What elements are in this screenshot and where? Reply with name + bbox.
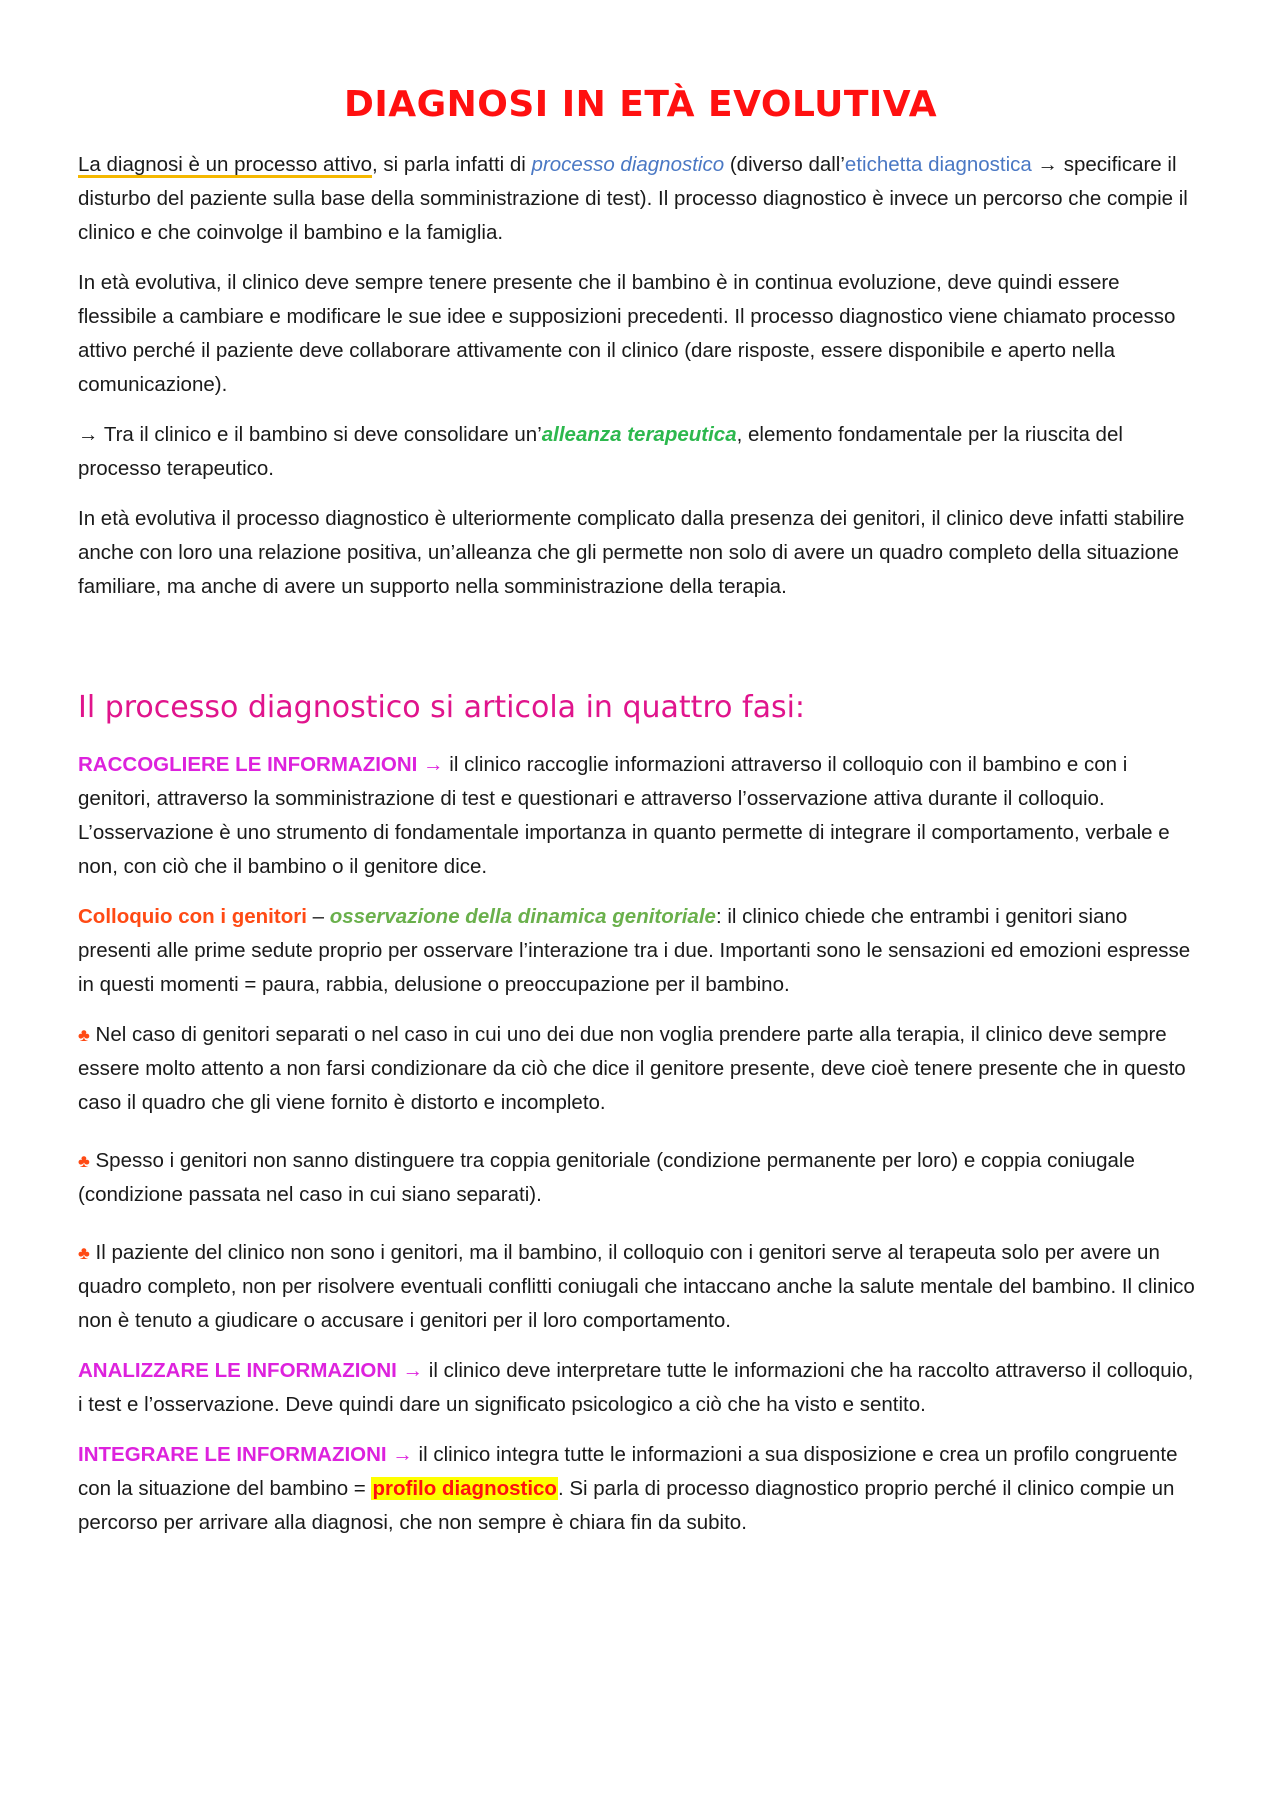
document-title: DIAGNOSI IN ETÀ EVOLUTIVA bbox=[343, 84, 938, 125]
colloquio-dash: – bbox=[306, 905, 330, 928]
term-etichetta-diagnostica: etichetta diagnostica bbox=[844, 153, 1032, 176]
phase-3-label: INTEGRARE LE INFORMAZIONI bbox=[78, 1443, 387, 1466]
underlined-phrase: La diagnosi è un processo attivo bbox=[78, 153, 373, 176]
phase-1-label: RACCOGLIERE LE INFORMAZIONI bbox=[78, 753, 418, 776]
term-alleanza-terapeutica: alleanza terapeutica bbox=[541, 423, 737, 446]
phase-1-paragraph bbox=[78, 748, 1203, 884]
highlight-profilo-diagnostico: profilo diagnostico bbox=[372, 1477, 557, 1500]
club-bullet-2 bbox=[78, 1144, 1203, 1212]
phase-2-paragraph bbox=[78, 1354, 1203, 1422]
phase-2-text: il clinico deve interpretare tutte le informazioni che ha raccolto attraverso il colloquio, i test e l’osservazione. Deve quindi dare un significato psicologico a ciò che ha visto e sentito. bbox=[78, 1359, 1194, 1416]
club-icon: ♣ bbox=[78, 1243, 90, 1263]
phase-2-label: ANALIZZARE LE INFORMAZIONI bbox=[78, 1359, 397, 1382]
bullet-3-text: Il paziente del clinico non sono i genitori, ma il bambino, il colloquio con i genitori serve al terapeuta solo per avere un quadro completo, non per risolvere eventuali conflitti coniugali che intaccano anche la salute mentale del bambino. Il clinico non è tenuto a giudicare o accusare i genitori per il loro comportamento. bbox=[78, 1241, 1195, 1332]
bullet-1-text: Nel caso di genitori separati o nel caso in cui uno dei due non voglia prendere parte alla terapia, il clinico deve sempre essere molto attento a non farsi condizionare da ciò che dice il genitore presente, deve cioè tenere presente che in questo caso il quadro che gli viene fornito è distorto e incompleto. bbox=[78, 1023, 1186, 1114]
phase-3-text-a: il clinico integra tutte le informazioni a sua disposizione e crea un profilo congruente con la situazione del bambino = bbox=[78, 1443, 1178, 1500]
term-processo-diagnostico: processo diagnostico bbox=[531, 153, 725, 176]
intro-p3-text-a: → Tra il clinico e il bambino si deve consolidare un’ bbox=[78, 423, 542, 446]
club-icon: ♣ bbox=[78, 1025, 90, 1045]
intro-p3-text-b: , elemento fondamentale per la riuscita del processo terapeutico. bbox=[78, 423, 1123, 480]
club-bullet-3 bbox=[78, 1236, 1203, 1338]
club-icon: ♣ bbox=[78, 1151, 90, 1171]
colloquio-label: Colloquio con i genitori bbox=[78, 905, 307, 928]
arrow-icon: → bbox=[392, 1443, 413, 1466]
intro-paragraph-4: In età evolutiva il processo diagnostico è ulteriormente complicato dalla presenza dei genitori, il clinico deve infatti stabilire anche con loro una relazione positiva, un’alleanza che gli permette non solo di avere un quadro completo della situazione familiare, ma anche di avere un supporto nella somministrazione della terapia. bbox=[78, 507, 1185, 598]
intro-p1-text-c: → specificare il disturbo del paziente sulla base della somministrazione di test). Il processo diagnostico è invece un percorso che compie il clinico e che coinvolge il bambino e la famiglia. bbox=[78, 153, 1188, 244]
arrow-icon: → bbox=[423, 753, 444, 776]
term-dinamica-genitoriale: osservazione della dinamica genitoriale bbox=[329, 905, 716, 928]
arrow-icon: → bbox=[402, 1359, 424, 1382]
intro-p1-text-b: (diverso dall’ bbox=[724, 153, 845, 176]
intro-p1-text-a: , si parla infatti di bbox=[372, 153, 532, 176]
colloquio-paragraph bbox=[78, 900, 1203, 1002]
intro-paragraph-1 bbox=[78, 148, 1203, 250]
bullet-2-text: Spesso i genitori non sanno distinguere tra coppia genitoriale (condizione permanente per loro) e coppia coniugale (condizione passata nel caso in cui siano separati). bbox=[78, 1149, 1135, 1206]
phase-1-text: il clinico raccoglie informazioni attraverso il colloquio con il bambino e con i genitori, attraverso la somministrazione di test e questionari e attraverso l’osservazione attiva durante il colloquio. L’osservazione è uno strumento di fondamentale importanza in quanto permette di integrare il comportamento, verbale e non, con ciò che il bambino o il genitore dice. bbox=[78, 753, 1170, 878]
intro-paragraph-2: In età evolutiva, il clinico deve sempre tenere presente che il bambino è in continua evoluzione, deve quindi essere flessibile a cambiare e modificare le sue idee e supposizioni precedenti. Il processo diagnostico viene chiamato processo attivo perché il paziente deve collaborare attivamente con il clinico (dare risposte, essere disponibile e aperto nella comunicazione). bbox=[78, 271, 1176, 396]
phase-3-text-b: . Si parla di processo diagnostico proprio perché il clinico compie un percorso per arrivare alla diagnosi, che non sempre è chiara fin da subito. bbox=[78, 1477, 1175, 1534]
phase-3-paragraph bbox=[78, 1438, 1203, 1540]
section-heading: Il processo diagnostico si articola in quattro fasi: bbox=[78, 690, 806, 725]
intro-paragraph-3 bbox=[78, 418, 1203, 486]
colloquio-text: : il clinico chiede che entrambi i genitori siano presenti alle prime sedute proprio per osservare l’interazione tra i due. Importanti sono le sensazioni ed emozioni espresse in questi momenti = paura, rabbia, delusione o preoccupazione per il bambino. bbox=[78, 905, 1191, 996]
club-bullet-1 bbox=[78, 1018, 1203, 1120]
